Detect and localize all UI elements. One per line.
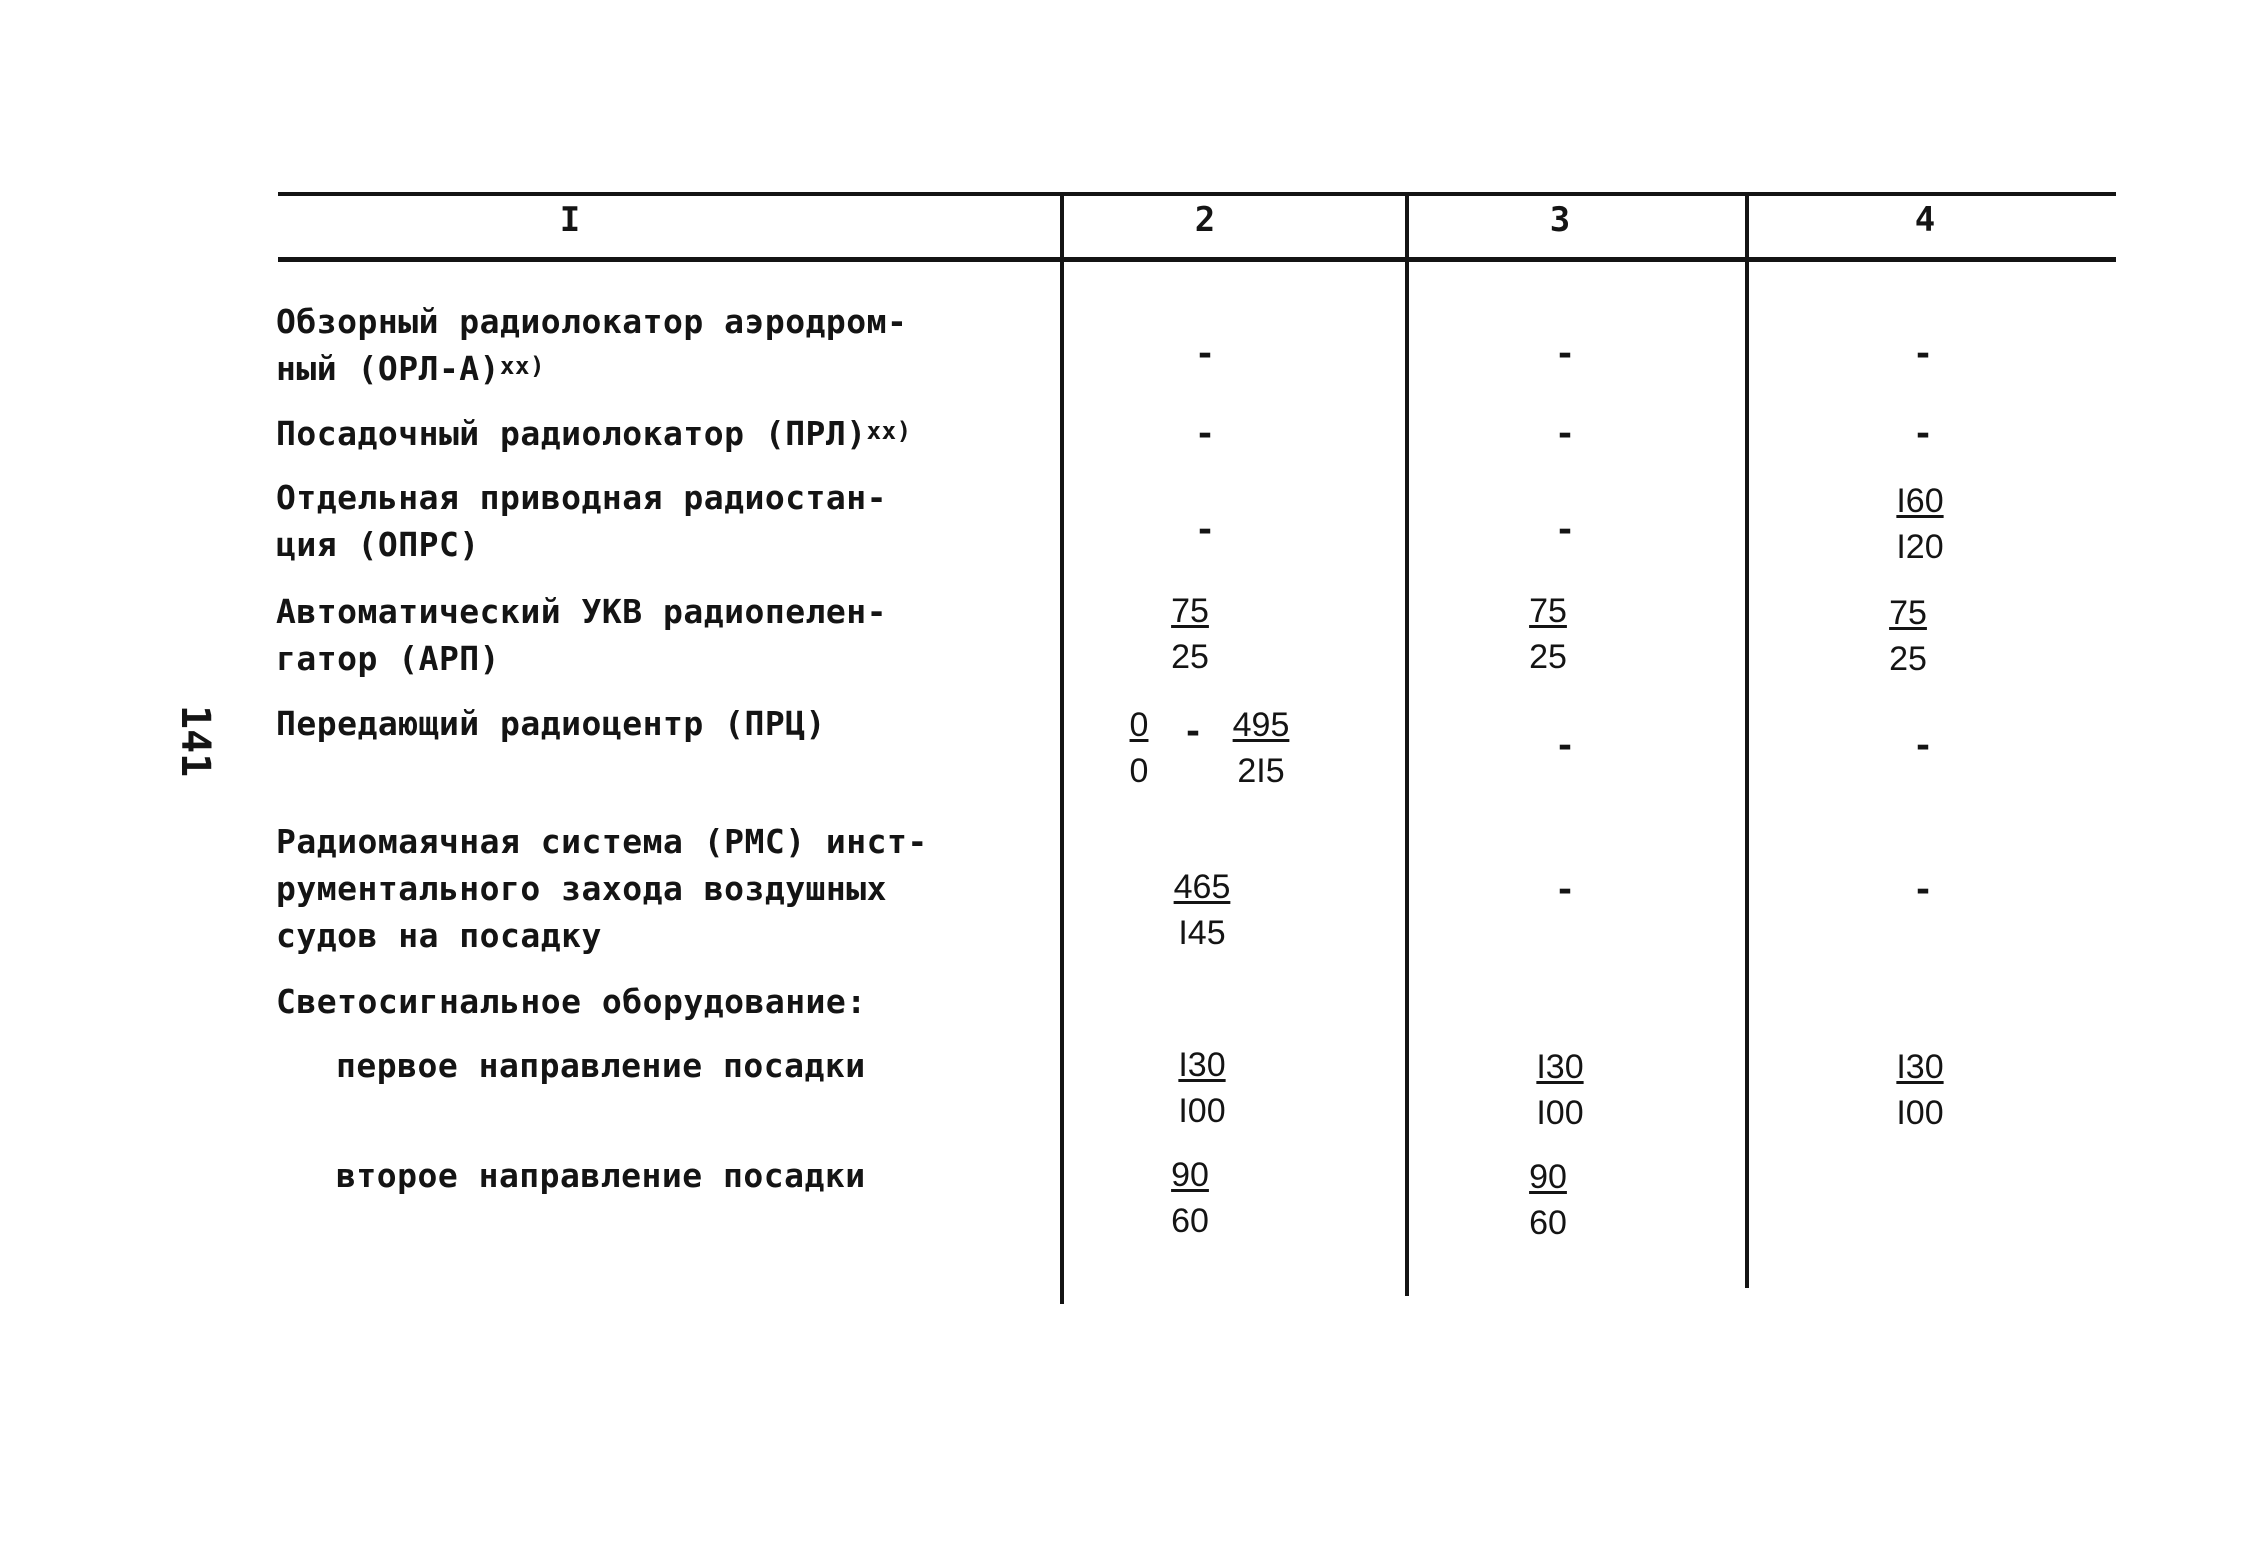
cell-fraction: $\frac{75}{25}$ xyxy=(1171,592,1209,676)
cell-dash: - xyxy=(1912,726,1934,766)
cell-dash: - xyxy=(1912,334,1934,374)
row-label-first-direction: первое направление посадки xyxy=(336,1046,866,1085)
cell-fraction: $\frac{90}{60}$ xyxy=(1529,1158,1567,1242)
cell-fraction: $\frac{90}{60}$ xyxy=(1171,1156,1209,1240)
cell-dash: - xyxy=(1912,870,1934,910)
cell-dash: - xyxy=(1912,414,1934,454)
cell-fraction: $\frac{495}{2I5}$ xyxy=(1232,706,1290,790)
cell-fraction: $\frac{75}{25}$ xyxy=(1889,594,1927,678)
row-label-rms: Радиомаячная система (РМС) инст- рументального захода воздушных судов на посадку xyxy=(276,822,928,955)
row-label-second-direction: второе направление посадки xyxy=(336,1156,866,1195)
row-label-orl-a: Обзорный радиолокатор аэродром- ный $(ОРЛ-А)^{xx)}$ xyxy=(276,302,908,388)
column-divider-2 xyxy=(1405,192,1409,1296)
table-top-rule xyxy=(278,192,2116,196)
cell-dash: - xyxy=(1554,510,1576,550)
cell-dash: - xyxy=(1194,414,1216,454)
column-divider-1 xyxy=(1060,192,1064,1304)
column-header-2: 2 xyxy=(1194,200,1216,240)
cell-fraction: $\frac{I30}{I00}$ xyxy=(1896,1048,1944,1132)
footnote-mark: xx) xyxy=(866,417,912,445)
column-header-3: 3 xyxy=(1549,200,1571,240)
cell-dash: - xyxy=(1554,726,1576,766)
header-bottom-rule xyxy=(278,257,2116,262)
row-label-lighting: Светосигнальное оборудование: xyxy=(276,982,867,1021)
cell-dash: - xyxy=(1554,334,1576,374)
row-label-oprs: Отдельная приводная радиостан- ция (ОПРС) xyxy=(276,478,888,564)
cell-separator-dash: - xyxy=(1182,712,1204,752)
cell-fraction: $\frac{0}{0}$ xyxy=(1129,706,1149,790)
row-label-prc: Передающий радиоцентр (ПРЦ) xyxy=(276,704,826,743)
column-header-4: 4 xyxy=(1914,200,1936,240)
column-header-1: I xyxy=(559,200,581,240)
cell-fraction: $\frac{465}{I45}$ xyxy=(1173,868,1231,952)
cell-dash: - xyxy=(1554,870,1576,910)
column-divider-3 xyxy=(1745,192,1749,1288)
row-label-prl: Посадочный радиолокатор (ПРЛ)$^{xx)}$ xyxy=(276,414,912,453)
cell-fraction: $\frac{75}{25}$ xyxy=(1529,592,1567,676)
cell-dash: - xyxy=(1554,414,1576,454)
cell-fraction: $\frac{I60}{I20}$ xyxy=(1896,482,1944,566)
page-number: 141 xyxy=(172,705,218,778)
cell-fraction: $\frac{I30}{I00}$ xyxy=(1536,1048,1584,1132)
cell-dash: - xyxy=(1194,510,1216,550)
cell-fraction: $\frac{I30}{I00}$ xyxy=(1178,1046,1226,1130)
row-label-arp: Автоматический УКВ радиопелен- гатор (АРП) xyxy=(276,592,888,678)
footnote-mark: xx) xyxy=(500,352,545,380)
cell-dash: - xyxy=(1194,334,1216,374)
